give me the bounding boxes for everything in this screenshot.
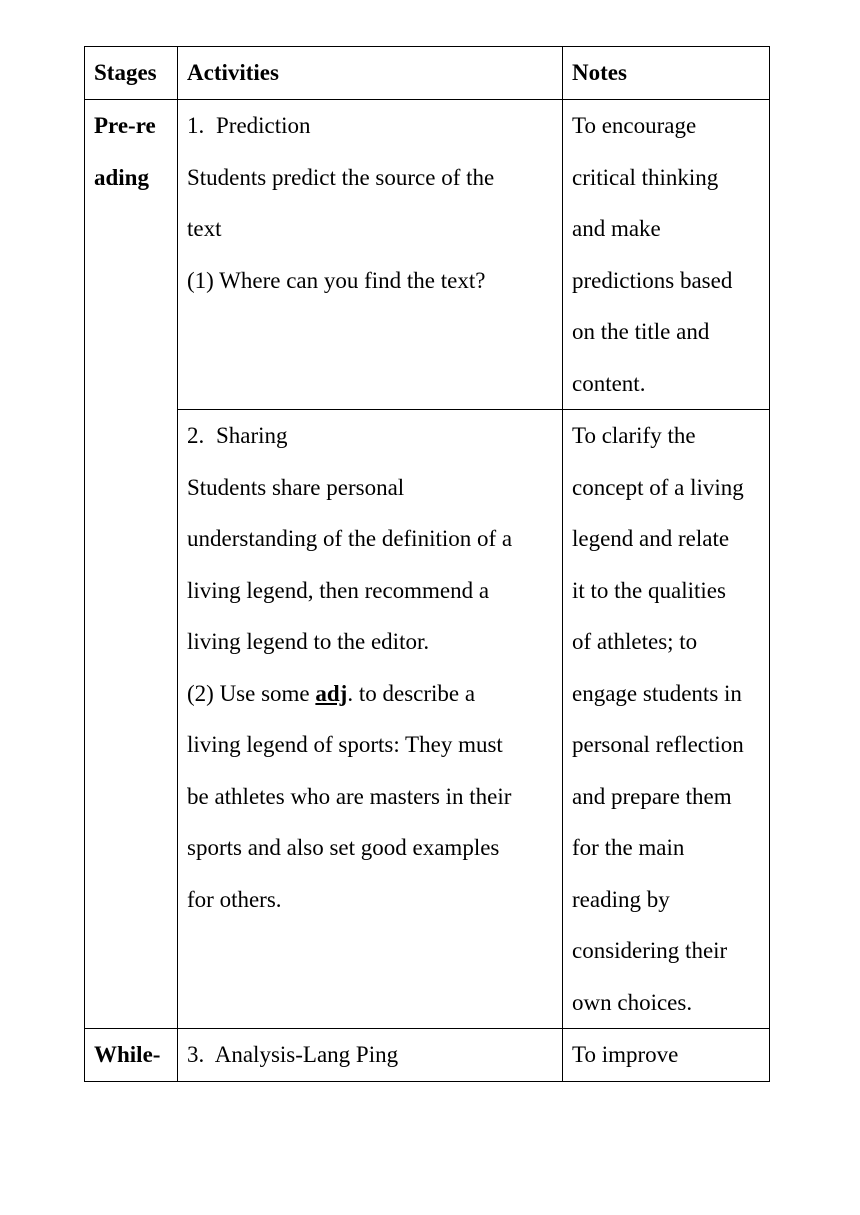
adj-keyword: adj xyxy=(315,680,348,706)
stage-pre-reading xyxy=(85,100,178,1029)
stage-while xyxy=(85,1029,178,1082)
header-notes: Notes xyxy=(563,47,770,100)
notes-line: and prepare them xyxy=(572,783,732,809)
table-row xyxy=(85,100,770,410)
notes-line: To encourage xyxy=(572,113,697,138)
table-row xyxy=(85,410,770,1029)
activity-line: text xyxy=(187,216,222,241)
activity-line: be athletes who are masters in their xyxy=(187,783,512,809)
activity-line: for others. xyxy=(187,886,282,912)
notes-line: on the title and xyxy=(572,319,710,344)
notes-line: and make xyxy=(572,216,661,241)
notes-line: engage students in xyxy=(572,680,742,706)
table-row xyxy=(85,1029,770,1082)
header-stages: Stages xyxy=(85,47,178,100)
activity-line: understanding of the definition of a xyxy=(187,526,513,551)
notes-cell xyxy=(563,1029,770,1082)
notes-line: personal reflection xyxy=(572,732,744,757)
activity-cell xyxy=(178,410,563,1029)
notes-line: To clarify the xyxy=(572,423,696,448)
notes-line: of athletes; to xyxy=(572,629,698,654)
activity-cell xyxy=(178,1029,563,1082)
notes-line: reading by xyxy=(572,886,670,912)
notes-line: predictions based xyxy=(572,267,733,293)
notes-line: content. xyxy=(572,370,646,396)
stage-line: While- xyxy=(94,1042,161,1067)
notes-cell xyxy=(563,100,770,410)
lesson-plan-table xyxy=(84,46,770,1082)
notes-line: own choices. xyxy=(572,989,693,1015)
activity-question: (2) Use some adj. to describe a xyxy=(187,680,476,706)
activity-line: sports and also set good examples xyxy=(187,835,500,860)
activity-cell xyxy=(178,100,563,410)
activity-line: living legend of sports: They must xyxy=(187,732,503,757)
activity-line: Students predict the source of the xyxy=(187,164,495,190)
notes-cell xyxy=(563,410,770,1029)
stage-line: ading xyxy=(94,164,149,190)
notes-line: it to the qualities xyxy=(572,577,726,603)
notes-line: considering their xyxy=(572,938,728,963)
activity-line: living legend to the editor. xyxy=(187,629,430,654)
header-activities: Activities xyxy=(178,47,563,100)
activity-title: 2. Sharing xyxy=(187,423,288,448)
activity-title: 3. Analysis-Lang Ping xyxy=(187,1042,399,1067)
activity-title: 1. Prediction xyxy=(187,113,311,138)
activity-line: (1) Where can you find the text? xyxy=(187,267,486,293)
stage-line: Pre-re xyxy=(94,113,156,138)
notes-line: To improve xyxy=(572,1042,679,1067)
activity-line: living legend, then recommend a xyxy=(187,577,490,603)
table-header-row xyxy=(85,47,770,100)
notes-line: legend and relate xyxy=(572,526,730,551)
notes-line: critical thinking xyxy=(572,164,719,190)
activity-line: Students share personal xyxy=(187,474,405,500)
notes-line: for the main xyxy=(572,835,685,860)
notes-line: concept of a living xyxy=(572,474,744,500)
